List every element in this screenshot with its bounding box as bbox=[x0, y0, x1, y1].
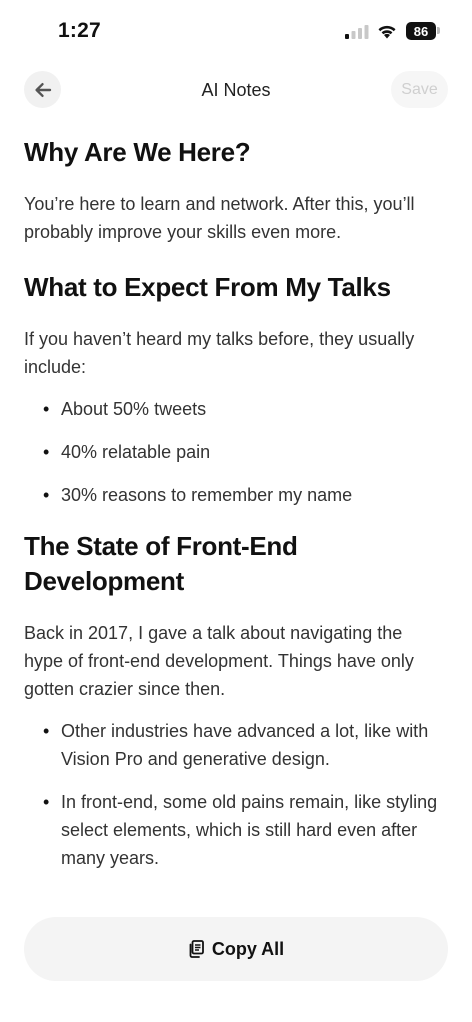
list-item-text: 30% reasons to remember my name bbox=[61, 485, 353, 505]
copy-icon bbox=[188, 940, 204, 958]
wifi-icon bbox=[377, 23, 397, 39]
bullet: • bbox=[43, 792, 50, 812]
list-item bbox=[24, 395, 444, 423]
cellular-signal-icon bbox=[345, 25, 369, 39]
list-item bbox=[24, 788, 444, 872]
status-time: 1:27 bbox=[58, 19, 101, 42]
state-list bbox=[24, 717, 444, 872]
expect-list bbox=[24, 395, 444, 509]
nav-bar bbox=[0, 70, 472, 110]
status-bar bbox=[0, 0, 472, 62]
notes-content bbox=[24, 135, 444, 872]
battery-level: 86 bbox=[413, 23, 429, 39]
list-item bbox=[24, 481, 444, 509]
battery-cap bbox=[437, 27, 440, 34]
copy-all-button[interactable] bbox=[24, 917, 448, 981]
section-heading-expect: What to Expect From My Talks bbox=[24, 272, 391, 302]
bullet: • bbox=[43, 442, 50, 462]
bullet: • bbox=[43, 485, 50, 505]
bullet: • bbox=[43, 721, 50, 741]
list-item bbox=[24, 717, 444, 773]
copy-all-label: Copy All bbox=[211, 938, 285, 959]
list-item-text: About 50% tweets bbox=[61, 399, 207, 419]
list-item bbox=[24, 438, 444, 466]
section-paragraph-why: You’re here to learn and network. After this, you’ll probably improve your skills even more. bbox=[24, 194, 415, 242]
list-item-text: 40% relatable pain bbox=[61, 442, 211, 462]
section-paragraph-expect: If you haven’t heard my talks before, they usually include: bbox=[24, 329, 415, 377]
battery-icon bbox=[406, 22, 436, 40]
bullet: • bbox=[43, 399, 50, 419]
section-heading-why: Why Are We Here? bbox=[24, 137, 251, 167]
section-paragraph-state: Back in 2017, I gave a talk about navigating the hype of front-end development. Things have only gotten crazier since then. bbox=[24, 623, 414, 699]
list-item-text: In front-end, some old pains remain, like styling select elements, which is still hard even after many years. bbox=[61, 792, 438, 868]
page-title: AI Notes bbox=[201, 80, 271, 100]
list-item-text: Other industries have advanced a lot, like with Vision Pro and generative design. bbox=[61, 721, 429, 769]
section-heading-state: The State of Front-End Development bbox=[24, 531, 298, 596]
save-button[interactable]: Save bbox=[391, 71, 448, 108]
